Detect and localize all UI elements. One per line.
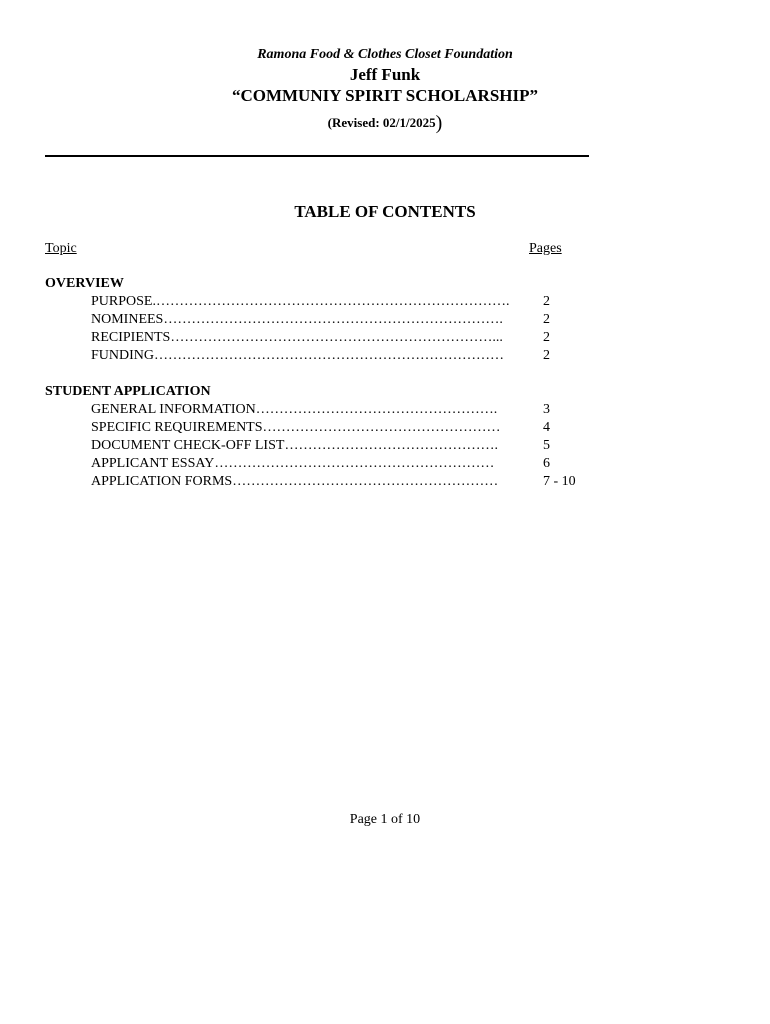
toc-entry-label: FUNDING (91, 348, 154, 363)
scholarship-person: Jeff Funk (349, 65, 421, 84)
toc-entry[interactable] (91, 456, 531, 474)
toc-leader: ……………………………………………. (255, 402, 498, 417)
toc-leader: .…………………………………………………………………. (152, 294, 510, 309)
toc-column-pages: Pages (529, 241, 562, 256)
toc-section-student-application: STUDENT APPLICATION (45, 384, 211, 399)
toc-entry-page: 5 (543, 438, 550, 453)
toc-leader: ………………………………………. (284, 438, 498, 453)
toc-entry[interactable] (91, 330, 531, 348)
toc-entry-page: 7 - 10 (543, 474, 576, 489)
revised-text: (Revised: 02/1/2025 (327, 115, 436, 130)
toc-entry[interactable] (91, 474, 531, 492)
toc-entry-label: NOMINEES (91, 312, 164, 327)
toc-entry[interactable] (91, 438, 531, 456)
toc-entry-page: 2 (543, 348, 550, 363)
revised-date (0, 112, 770, 135)
revised-close-paren: ) (435, 112, 443, 134)
toc-entry[interactable] (91, 420, 531, 438)
toc-entry[interactable] (91, 294, 531, 312)
toc-entry-label: APPLICANT ESSAY (91, 456, 215, 471)
toc-leader: …………………………………………… (262, 420, 501, 435)
toc-entry-label: PURPOSE (91, 294, 153, 309)
toc-column-topic: Topic (45, 241, 77, 256)
organization-name: Ramona Food & Clothes Closet Foundation (257, 47, 513, 62)
toc-leader: ……………………………………………………………... (170, 330, 503, 345)
toc-leader: ………………………………………………… (232, 474, 499, 489)
toc-entry-page: 6 (543, 456, 550, 471)
toc-entry-label: GENERAL INFORMATION (91, 402, 256, 417)
toc-entry-label: APPLICATION FORMS (91, 474, 233, 489)
toc-entry[interactable] (91, 348, 531, 366)
toc-entry-label: SPECIFIC REQUIREMENTS (91, 420, 263, 435)
toc-entry[interactable] (91, 312, 531, 330)
toc-entry[interactable] (91, 402, 531, 420)
toc-entry-page: 2 (543, 294, 550, 309)
toc-leader: …………………………………………………… (214, 456, 495, 471)
toc-entry-page: 2 (543, 312, 550, 327)
toc-entry-label: RECIPIENTS (91, 330, 171, 345)
toc-leader: ………………………………………………………………… (154, 348, 504, 363)
toc-leader: ………………………………………………………………. (163, 312, 503, 327)
scholarship-title: “COMMUNIY SPIRIT SCHOLARSHIP” (231, 86, 539, 105)
page-indicator: Page 1 of 10 (349, 812, 421, 827)
toc-entry-page: 3 (543, 402, 550, 417)
toc-entry-page: 4 (543, 420, 550, 435)
toc-entry-page: 2 (543, 330, 550, 345)
toc-section-overview: OVERVIEW (45, 276, 124, 291)
header-divider (45, 155, 589, 157)
toc-entry-label: DOCUMENT CHECK-OFF LIST (91, 438, 285, 453)
toc-heading: TABLE OF CONTENTS (294, 202, 476, 221)
